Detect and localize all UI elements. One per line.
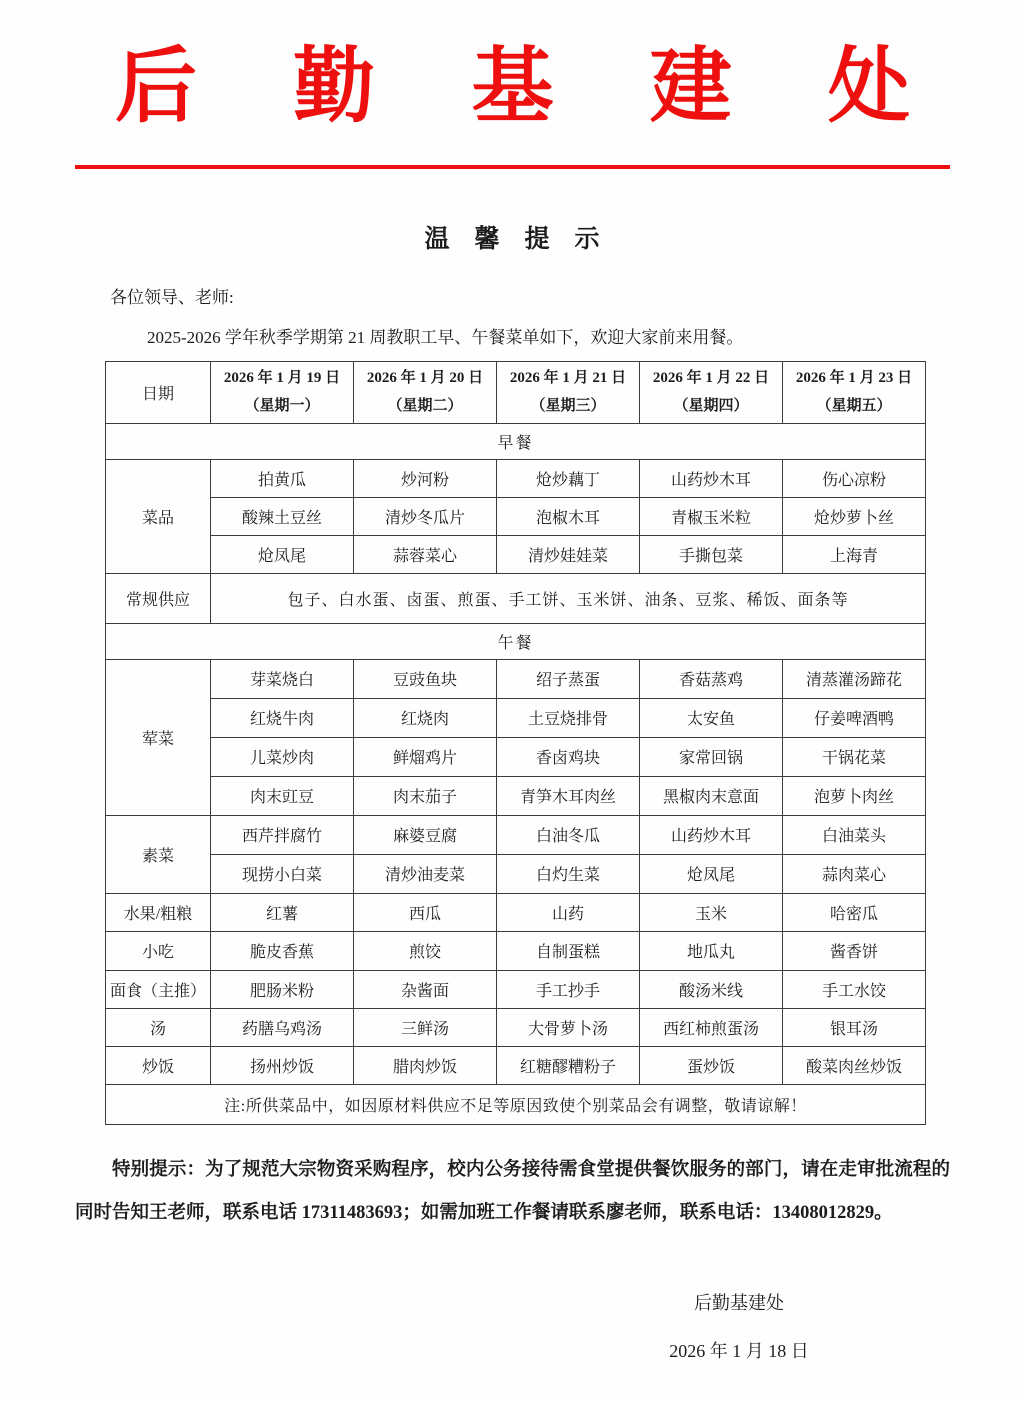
noodle-label: 面食（主推）: [106, 970, 211, 1008]
menu-cell: 白灼生菜: [497, 854, 640, 893]
menu-cell: 干锅花菜: [783, 737, 926, 776]
menu-cell: 脆皮香蕉: [211, 931, 354, 970]
menu-cell: 青椒玉米粒: [640, 497, 783, 535]
menu-cell: 清炒娃娃菜: [497, 535, 640, 573]
signature-department: 后勤基建处: [694, 1293, 784, 1314]
table-row-lunch-header: [106, 623, 926, 659]
letterhead-divider: [75, 165, 950, 169]
weekday-text: （星期一）: [244, 398, 320, 414]
lunch-section-label: 午餐: [106, 623, 926, 659]
date-cell-tuesday: [354, 361, 497, 423]
date-cell-friday: [783, 361, 926, 423]
menu-cell: 腊肉炒饭: [354, 1046, 497, 1084]
menu-cell: 家常回锅: [640, 737, 783, 776]
menu-cell: 手工水饺: [783, 970, 926, 1008]
date-text: 2026 年 1 月 23 日: [795, 369, 913, 386]
menu-cell: 拍黄瓜: [211, 459, 354, 497]
menu-cell: 地瓜丸: [640, 931, 783, 970]
menu-cell: 酸菜肉丝炒饭: [783, 1046, 926, 1084]
menu-cell: 杂酱面: [354, 970, 497, 1008]
notice-title: 温馨提示: [424, 225, 625, 253]
menu-cell: 炝炒藕丁: [497, 459, 640, 497]
special-notice: 特别提示：为了规范大宗物资采购程序，校内公务接待需食堂提供餐饮服务的部门，请在走审批流程的同时告知王老师，联系电话 17311483693；如需加班工作餐请联系廖老师，联系电话：13408012829。: [75, 1159, 950, 1223]
fried-rice-label: 炒饭: [106, 1046, 211, 1084]
menu-cell: 山药炒木耳: [640, 815, 783, 854]
menu-cell: 清炒油麦菜: [354, 854, 497, 893]
soup-label: 汤: [106, 1008, 211, 1046]
table-row-soup: [106, 1008, 926, 1046]
menu-cell: 自制蛋糕: [497, 931, 640, 970]
menu-cell: 肥肠米粉: [211, 970, 354, 1008]
menu-cell: 西芹拌腐竹: [211, 815, 354, 854]
menu-cell: 蒜肉菜心: [783, 854, 926, 893]
menu-cell: 扬州炒饭: [211, 1046, 354, 1084]
menu-cell: 西瓜: [354, 893, 497, 931]
menu-cell: 山药炒木耳: [640, 459, 783, 497]
menu-cell: 煎饺: [354, 931, 497, 970]
menu-cell: 炝凤尾: [211, 535, 354, 573]
table-row-breakfast-header: [106, 423, 926, 459]
menu-cell: 玉米: [640, 893, 783, 931]
menu-cell: 酸辣土豆丝: [211, 497, 354, 535]
weekday-text: （星期四）: [673, 398, 749, 414]
menu-cell: 肉末豇豆: [211, 776, 354, 815]
date-cell-thursday: [640, 361, 783, 423]
table-row-veg-1: [106, 815, 926, 854]
menu-cell: 红糖醪糟粉子: [497, 1046, 640, 1084]
salutation: 各位领导、老师:: [110, 287, 234, 307]
date-text: 2026 年 1 月 21 日: [509, 369, 627, 386]
menu-cell: 炝炒萝卜丝: [783, 497, 926, 535]
menu-table: [105, 361, 926, 1125]
regular-supply-label: 常规供应: [106, 573, 211, 623]
table-row-meat-3: [106, 737, 926, 776]
weekday-text: （星期五）: [816, 398, 892, 414]
table-row-dates: [106, 361, 926, 423]
menu-cell: 药膳乌鸡汤: [211, 1008, 354, 1046]
weekday-text: （星期二）: [387, 398, 463, 414]
table-row-fruit: [106, 893, 926, 931]
fruit-grain-label: 水果/粗粮: [106, 893, 211, 931]
menu-cell: 芽菜烧白: [211, 659, 354, 698]
menu-cell: 酱香饼: [783, 931, 926, 970]
menu-cell: 西红柿煎蛋汤: [640, 1008, 783, 1046]
table-row-breakfast-1: [106, 459, 926, 497]
breakfast-dishes-label: 菜品: [106, 459, 211, 573]
menu-cell: 绍子蒸蛋: [497, 659, 640, 698]
menu-cell: 太安鱼: [640, 698, 783, 737]
date-text: 2026 年 1 月 20 日: [366, 369, 484, 386]
menu-cell: 儿菜炒肉: [211, 737, 354, 776]
menu-cell: 红烧肉: [354, 698, 497, 737]
menu-cell: 青笋木耳肉丝: [497, 776, 640, 815]
table-row-note: [106, 1084, 926, 1124]
menu-cell: 蒜蓉菜心: [354, 535, 497, 573]
menu-cell: 鲜熘鸡片: [354, 737, 497, 776]
menu-cell: 哈密瓜: [783, 893, 926, 931]
notice-page: [0, 36, 1024, 1402]
menu-cell: 仔姜啤酒鸭: [783, 698, 926, 737]
date-text: 2026 年 1 月 19 日: [223, 369, 341, 386]
breakfast-section-label: 早餐: [106, 423, 926, 459]
table-row-regular-supply: [106, 573, 926, 623]
menu-cell: 手工抄手: [497, 970, 640, 1008]
menu-cell: 清炒冬瓜片: [354, 497, 497, 535]
date-text: 2026 年 1 月 22 日: [652, 369, 770, 386]
menu-cell: 手撕包菜: [640, 535, 783, 573]
meat-dishes-label: 荤菜: [106, 659, 211, 815]
table-row-snack: [106, 931, 926, 970]
table-row-meat-4: [106, 776, 926, 815]
weekday-text: （星期三）: [530, 398, 606, 414]
regular-supply-items: 包子、白水蛋、卤蛋、煎蛋、手工饼、玉米饼、油条、豆浆、稀饭、面条等: [211, 573, 926, 623]
menu-cell: 伤心凉粉: [783, 459, 926, 497]
menu-cell: 泡椒木耳: [497, 497, 640, 535]
veg-dishes-label: 素菜: [106, 815, 211, 893]
menu-cell: 香卤鸡块: [497, 737, 640, 776]
menu-cell: 香菇蒸鸡: [640, 659, 783, 698]
table-row-breakfast-3: [106, 535, 926, 573]
intro-paragraph: 2025-2026 学年秋季学期第 21 周教职工早、午餐菜单如下，欢迎大家前来用餐。: [147, 327, 744, 347]
date-cell-monday: [211, 361, 354, 423]
menu-cell: 白油菜头: [783, 815, 926, 854]
menu-cell: 银耳汤: [783, 1008, 926, 1046]
menu-cell: 蛋炒饭: [640, 1046, 783, 1084]
menu-note: 注:所供菜品中，如因原材料供应不足等原因致使个别菜品会有调整，敬请谅解！: [106, 1084, 926, 1124]
menu-cell: 酸汤米线: [640, 970, 783, 1008]
menu-cell: 肉末茄子: [354, 776, 497, 815]
table-row-meat-1: [106, 659, 926, 698]
signature-date: 2026 年 1 月 18 日: [669, 1341, 809, 1362]
snack-label: 小吃: [106, 931, 211, 970]
menu-cell: 黑椒肉末意面: [640, 776, 783, 815]
menu-cell: 麻婆豆腐: [354, 815, 497, 854]
menu-cell: 白油冬瓜: [497, 815, 640, 854]
menu-cell: 三鲜汤: [354, 1008, 497, 1046]
menu-cell: 现捞小白菜: [211, 854, 354, 893]
menu-cell: 红烧牛肉: [211, 698, 354, 737]
table-row-breakfast-2: [106, 497, 926, 535]
menu-cell: 山药: [497, 893, 640, 931]
menu-cell: 豆豉鱼块: [354, 659, 497, 698]
menu-cell: 清蒸灌汤蹄花: [783, 659, 926, 698]
menu-cell: 土豆烧排骨: [497, 698, 640, 737]
menu-cell: 炝凤尾: [640, 854, 783, 893]
date-header-label: 日期: [106, 361, 211, 423]
signature-block: [584, 1285, 894, 1369]
letterhead-title: 后勤基建处: [115, 41, 910, 132]
table-row-veg-2: [106, 854, 926, 893]
menu-cell: 泡萝卜肉丝: [783, 776, 926, 815]
table-row-fried-rice: [106, 1046, 926, 1084]
table-row-meat-2: [106, 698, 926, 737]
menu-cell: 红薯: [211, 893, 354, 931]
menu-cell: 大骨萝卜汤: [497, 1008, 640, 1046]
menu-cell: 上海青: [783, 535, 926, 573]
date-cell-wednesday: [497, 361, 640, 423]
table-row-noodle: [106, 970, 926, 1008]
menu-cell: 炒河粉: [354, 459, 497, 497]
